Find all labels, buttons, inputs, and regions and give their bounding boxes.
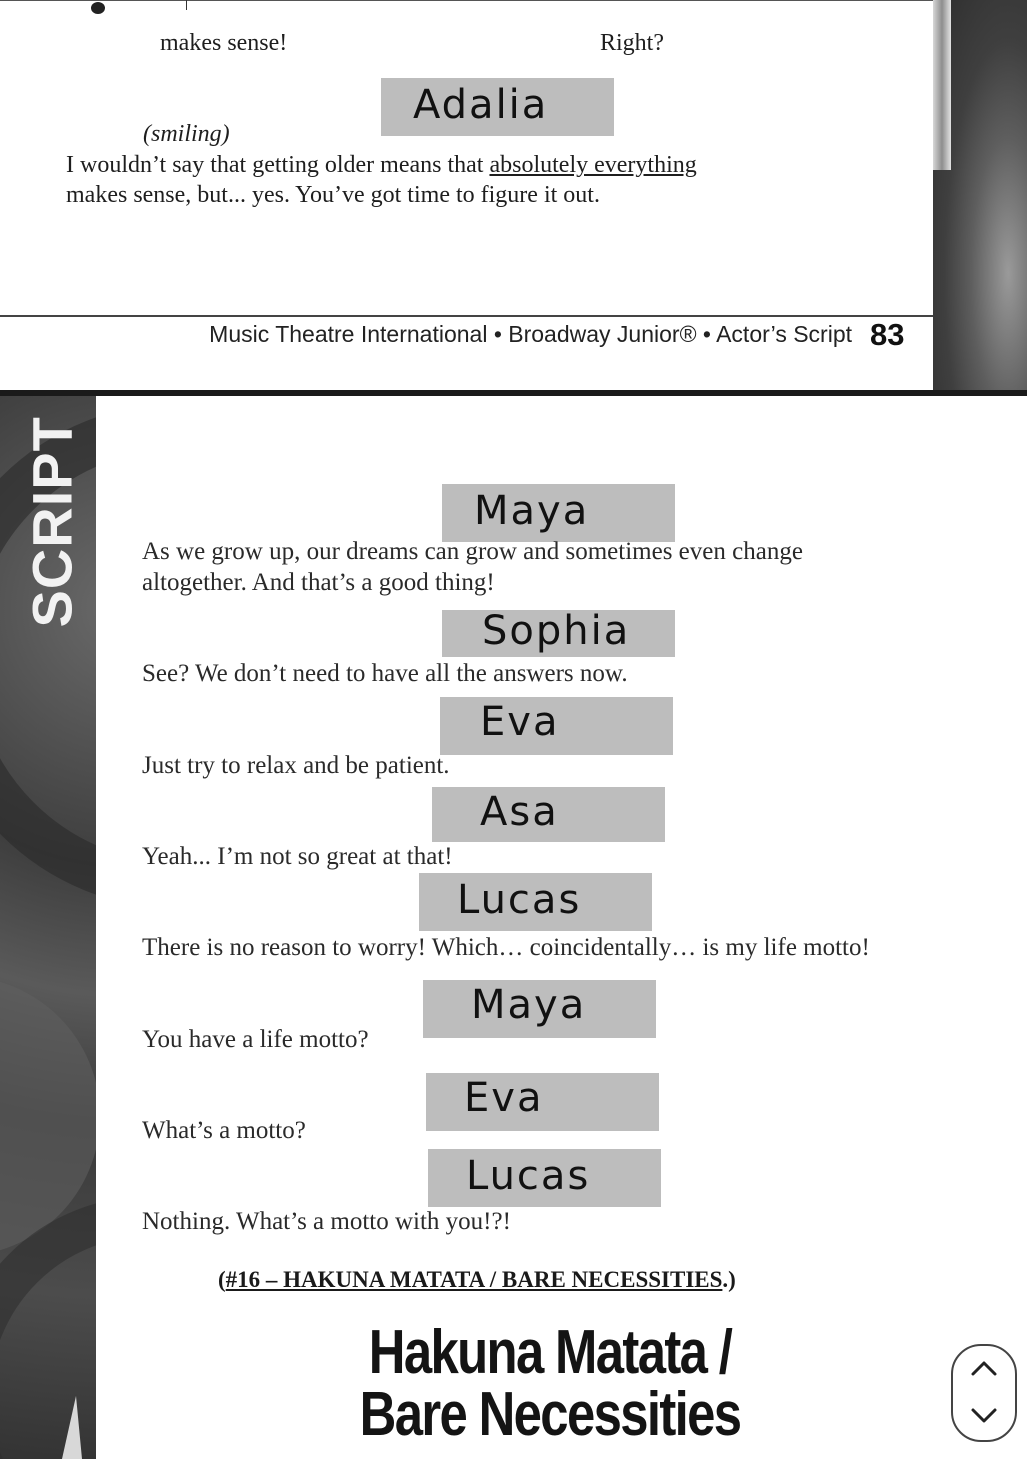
speaker-name: Maya bbox=[471, 982, 587, 1028]
lyric-fragment-right: Right? bbox=[600, 30, 664, 56]
scroll-up-button[interactable] bbox=[953, 1346, 1015, 1392]
song-title bbox=[312, 1318, 788, 1449]
speaker-name-box bbox=[432, 787, 665, 842]
dialogue-line: See? We don’t need to have all the answers now. bbox=[142, 660, 628, 687]
dialogue-line: Just try to relax and be patient. bbox=[142, 752, 450, 779]
speaker-name-box bbox=[426, 1073, 659, 1131]
page-footer: Music Theatre International • Broadway Junior® • Actor’s Script bbox=[209, 321, 852, 347]
dialogue-line: You have a life motto? bbox=[142, 1026, 369, 1053]
dialogue-line: What’s a motto? bbox=[142, 1117, 306, 1144]
speaker-name: Maya bbox=[474, 488, 590, 534]
song-cue-close: .) bbox=[722, 1267, 736, 1292]
page-scroll-control bbox=[951, 1344, 1017, 1442]
speaker-name-box bbox=[428, 1149, 661, 1207]
chevron-up-icon bbox=[953, 1346, 1015, 1392]
sidebar-label: SCRIPT bbox=[20, 416, 84, 628]
lyric-fragment-left: makes sense! bbox=[160, 30, 288, 56]
chevron-down-icon bbox=[953, 1392, 1015, 1438]
song-cue bbox=[218, 1267, 736, 1293]
speaker-name-box bbox=[442, 484, 675, 542]
previous-page bbox=[0, 0, 1027, 390]
speaker-name-box bbox=[381, 78, 614, 136]
speaker-name-box bbox=[440, 697, 673, 755]
speaker-name-box bbox=[419, 873, 652, 931]
song-cue-link[interactable]: #16 – HAKUNA MATATA / BARE NECESSITIES bbox=[225, 1267, 723, 1292]
stage-direction: (smiling) bbox=[143, 121, 230, 147]
page-number: 83 bbox=[870, 317, 905, 352]
footer-rule bbox=[0, 315, 933, 317]
speaker-name: Asa bbox=[480, 789, 559, 835]
dialogue-line: makes sense, but... yes. You’ve got time to figure it out. bbox=[66, 182, 600, 208]
dialogue-line: There is no reason to worry! Which… coincidentally… is my life motto! bbox=[142, 934, 870, 961]
dialogue-text: I wouldn’t say that getting older means that bbox=[66, 152, 490, 178]
song-title-line: Bare Necessities bbox=[359, 1380, 741, 1449]
song-cue-open: ( bbox=[218, 1267, 226, 1292]
scroll-down-button[interactable] bbox=[953, 1392, 1015, 1438]
speaker-name: Eva bbox=[464, 1075, 544, 1121]
speaker-name: Sophia bbox=[482, 608, 631, 654]
speaker-name: Eva bbox=[480, 699, 560, 745]
dialogue-line: Nothing. What’s a motto with you!?! bbox=[142, 1208, 511, 1235]
page-divider bbox=[0, 390, 1027, 396]
emphasis-text: absolutely everything bbox=[489, 152, 697, 178]
decorative-border bbox=[933, 0, 1027, 390]
speaker-name: Lucas bbox=[466, 1153, 591, 1199]
speaker-name: Adalia bbox=[413, 82, 549, 128]
page-edge-line bbox=[0, 0, 933, 1]
song-title-line: Hakuna Matata / bbox=[368, 1318, 732, 1387]
dialogue-line bbox=[66, 150, 697, 180]
speaker-name: Lucas bbox=[457, 877, 582, 923]
dialogue-line: altogether. And that’s a good thing! bbox=[142, 569, 495, 596]
speaker-name-box bbox=[423, 980, 656, 1038]
staff-bar bbox=[186, 0, 187, 10]
dialogue-line: As we grow up, our dreams can grow and sometimes even change bbox=[142, 538, 803, 565]
speaker-name-box bbox=[442, 610, 675, 657]
staff-fragment bbox=[86, 0, 108, 18]
dialogue-line: Yeah... I’m not so great at that! bbox=[142, 843, 453, 870]
